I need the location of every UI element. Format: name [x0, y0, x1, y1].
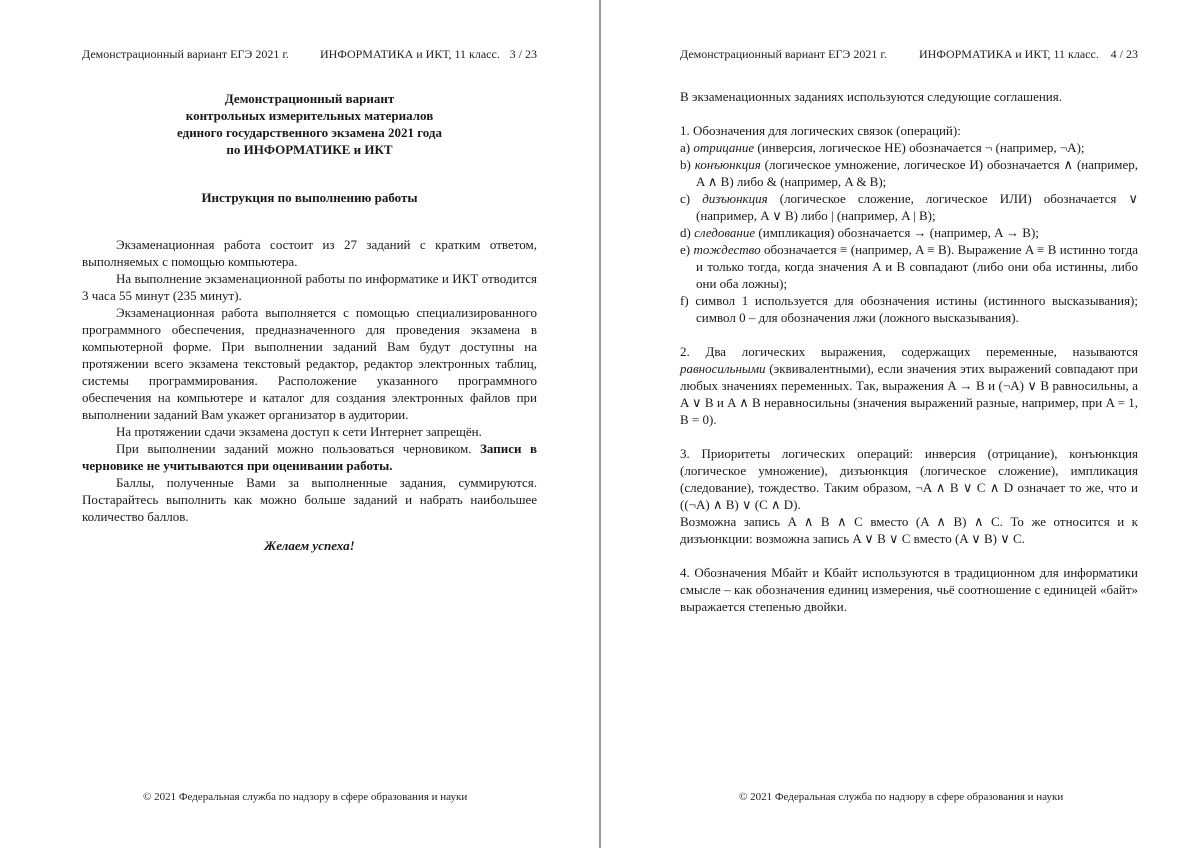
list-item — [680, 190, 1138, 224]
item-marker: b) — [680, 157, 695, 172]
draft-text: При выполнении заданий можно пользоваться черновиком. — [116, 441, 481, 456]
item-marker: d) — [680, 225, 695, 240]
item-marker: e) — [680, 242, 694, 257]
paragraph-draft — [82, 440, 537, 474]
list-item — [680, 224, 1138, 241]
header-subject: ИНФОРМАТИКА и ИКТ, 11 класс. — [919, 47, 1099, 61]
title-line: единого государственного экзамена 2021 года — [177, 125, 442, 140]
item-term: конъюнкция — [694, 157, 761, 172]
list-item — [680, 156, 1138, 190]
instructions-body — [82, 236, 537, 525]
header-page-number: 4 / 23 — [1110, 47, 1138, 61]
header-page-number: 3 / 23 — [509, 47, 537, 61]
section-2-term: равносильными — [680, 361, 766, 376]
header-doc-title: Демонстрационный вариант ЕГЭ 2021 г. — [680, 47, 887, 61]
section-4: 4. Обозначения Мбайт и Кбайт используются в традиционном для информатики смысле – как обозначения единиц измерения, чьё соотношение с единицей «байт» выражается степенью двойки. — [680, 565, 1138, 614]
item-marker: f) — [680, 293, 696, 308]
title-line: по ИНФОРМАТИКЕ и ИКТ — [226, 142, 393, 157]
item-term: тождество — [693, 242, 761, 257]
item-text: (импликация) обозначается → (например, A → B); — [755, 225, 1039, 240]
section-3: 3. Приоритеты логических операций: инверсия (отрицание), конъюнкция (логическое умножение), дизъюнкция (логическое сложение), импликация (следование), тождество. Таким образом, ¬A ∧ B ∨ C ∧ D означает то же, что и ((¬A) ∧ B) ∨ (C ∧ D). — [680, 446, 1138, 512]
list-item — [680, 292, 1138, 326]
section-3-note: Возможна запись A ∧ B ∧ C вместо (A ∧ B) ∧ C. То же относится и к дизъюнкции: возможна запись A ∨ B ∨ C вместо (A ∨ B) ∨ C. — [680, 514, 1138, 546]
list-item — [680, 139, 1138, 156]
list-item — [680, 241, 1138, 292]
section-1-title: 1. Обозначения для логических связок (операций): — [680, 123, 961, 138]
title-line: контрольных измерительных материалов — [185, 108, 434, 123]
document-title — [82, 90, 537, 158]
draft-bold-note: Записи в черновике не учитываются при оценивании работы. — [82, 441, 538, 473]
item-text: (инверсия, логическое НЕ) обозначается ¬ (например, ¬A); — [754, 140, 1085, 155]
item-marker: a) — [680, 140, 694, 155]
paragraph: Экзаменационная работа выполняется с помощью специализированного программного обеспечения, предназначенного для проведения экзамена в компьютерной форме. При выполнении заданий Вам будут доступны на протяжении всего экзамена текстовый редактор, редактор электронных таблиц, системы программирования. Расположение указанного программного обеспечения на компьютере и каталог для создания электронных файлов при выполнении заданий Вам укажет организатор в аудитории. — [82, 305, 537, 422]
paragraph: Экзаменационная работа состоит из 27 заданий с кратким ответом, выполняемых с помощью компьютера. — [82, 237, 537, 269]
good-luck-text: Желаем успеха! — [264, 538, 355, 553]
paragraph: Баллы, полученные Вами за выполненные задания, суммируются. Постарайтесь выполнить как можно больше заданий и набрать наибольшее количество баллов. — [82, 475, 537, 524]
header-doc-title: Демонстрационный вариант ЕГЭ 2021 г. — [82, 47, 289, 61]
title-line: Демонстрационный вариант — [224, 91, 395, 106]
right-page — [601, 0, 1200, 848]
item-term: отрицание — [693, 140, 755, 155]
left-page — [0, 0, 599, 848]
section-2 — [680, 343, 1138, 428]
section-2-rest: (эквивалентными), если значения этих выражений совпадают при любых значениях переменных. Так, выражения A → B и (¬A) ∨ B равносильны, а A ∨ B и A ∧ B неравносильны (значения выражений разные, например, при A = 1, B = 0). — [680, 361, 1138, 427]
section-2-text: 2. Два логических выражения, содержащих переменные, называются — [680, 344, 1138, 359]
item-marker: c) — [680, 191, 703, 206]
paragraph: На протяжении сдачи экзамена доступ к сети Интернет запрещён. — [116, 424, 482, 439]
header-subject: ИНФОРМАТИКА и ИКТ, 11 класс. — [320, 47, 500, 61]
page-footer: © 2021 Федеральная служба по надзору в сфере образования и науки — [739, 791, 1064, 803]
item-term: следование — [694, 225, 756, 240]
item-text: обозначается ≡ (например, A ≡ B). Выражение A ≡ B истинно тогда и только тогда, когда значения A и B совпадают (либо они оба истинны, либо они оба ложны); — [696, 242, 1138, 291]
item-term: дизъюнкция — [702, 191, 768, 206]
instructions-heading: Инструкция по выполнению работы — [201, 190, 418, 205]
intro-text: В экзаменационных заданиях используются следующие соглашения. — [680, 89, 1062, 104]
item-text: символ 1 используется для обозначения истины (истинного высказывания); символ 0 – для обозначения лжи (ложного высказывания). — [695, 293, 1138, 325]
conventions-body — [680, 88, 1138, 615]
paragraph: На выполнение экзаменационной работы по информатике и ИКТ отводится 3 часа 55 минут (235 минут). — [82, 271, 537, 303]
page-footer: © 2021 Федеральная служба по надзору в сфере образования и науки — [143, 791, 468, 803]
item-text: (логическое сложение, логическое ИЛИ) обозначается ∨ (например, A ∨ B) либо | (например, A | B); — [696, 191, 1138, 223]
item-text: (логическое умножение, логическое И) обозначается ∧ (например, A ∧ B) либо & (например, A & B); — [696, 157, 1138, 189]
